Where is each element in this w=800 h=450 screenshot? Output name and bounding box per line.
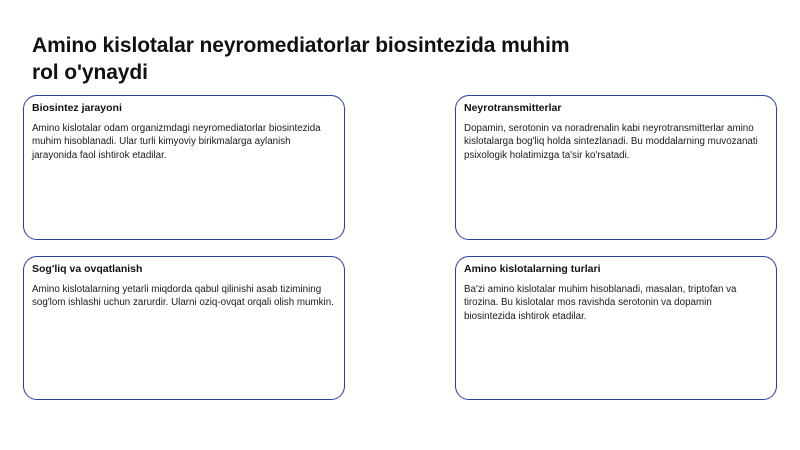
card-heading: Neyrotransmitterlar [464, 102, 562, 114]
card-amino-kislotalarning-turlari [455, 256, 777, 400]
card-body: Dopamin, serotonin va noradrenalin kabi neyrotransmitterlar amino kislotalarga bog'liq holda sintezlanadi. Bu moddalarning muvozanati psixologik holatimizga ta'sir ko'rsatadi. [464, 123, 758, 161]
card-heading: Amino kislotalarning turlari [464, 263, 601, 275]
card-body: Ba'zi amino kislotalar muhim hisoblanadi, masalan, triptofan va tirozina. Bu kislotalar mos ravishda serotonin va dopamin biosintezida ishtirok etadilar. [464, 284, 737, 322]
card-body: Amino kislotalar odam organizmdagi neyromediatorlar biosintezida muhim hisoblanadi. Ular turli kimyoviy birikmalarga aylanish jarayonida faol ishtirok etadilar. [32, 123, 321, 161]
card-heading: Sog'liq va ovqatlanish [32, 263, 143, 275]
card-heading: Biosintez jarayoni [32, 102, 122, 114]
card-biosintez-jarayoni [23, 95, 345, 240]
card-sogliq-va-ovqatlanish [23, 256, 345, 400]
slide-title: Amino kislotalar neyromediatorlar biosintezida muhim rol o'ynaydi [32, 34, 570, 84]
card-body: Amino kislotalarning yetarli miqdorda qabul qilinishi asab tizimining sog'lom ishlashi uchun zarurdir. Ularni oziq-ovqat orqali olish mumkin. [32, 284, 334, 309]
card-neyrotransmitterlar [455, 95, 777, 240]
